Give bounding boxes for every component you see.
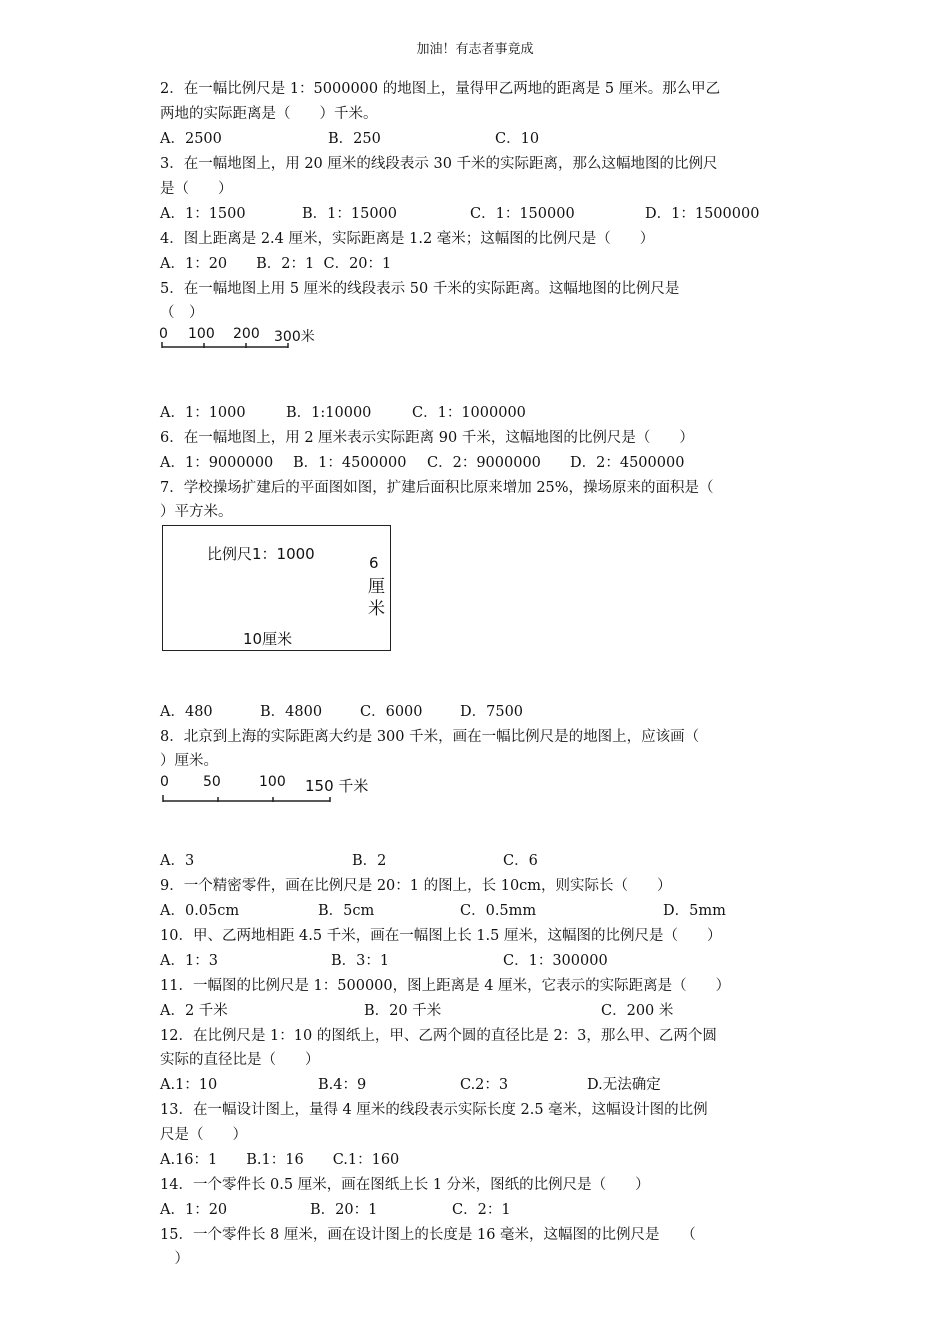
question-3-line-1: 3．在一幅地图上，用 20 厘米的线段表示 30 千米的实际距离，那么这幅地图的比例尺 [160,156,718,172]
scale1-tick-200: 200 [233,326,260,342]
q3-option-c: C．1：150000 [470,206,575,222]
q2-option-a: A．2500 [160,131,222,147]
question-15-line-2: ） [160,1251,189,1267]
q11-option-c: C．200 米 [601,1003,674,1019]
q11-option-a: A．2 千米 [160,1003,228,1019]
q7-option-c: C．6000 [360,704,423,720]
question-7-line-1: 7．学校操场扩建后的平面图如图，扩建后面积比原来增加 25%，操场原来的面积是（ [160,480,714,496]
scale1-tick-100: 100 [188,326,215,342]
q5-option-c: C．1：1000000 [412,405,526,421]
q14-option-a: A．1：20 [160,1202,228,1218]
q9-option-b: B．5cm [318,903,375,919]
q10-option-c: C．1：300000 [503,953,608,969]
question-10: 10．甲、乙两地相距 4.5 千米，画在一幅图上长 1.5 厘米，这幅图的比例尺是（ ） [160,928,722,944]
q5-option-b: B．1:10000 [286,405,372,421]
q7-option-b: B．4800 [260,704,323,720]
q12-option-a: A.1：10 [160,1077,218,1093]
question-15-line-1: 15．一个零件长 8 厘米，画在设计图上的长度是 16 毫米，这幅图的比例尺是 （ [160,1227,696,1243]
scale2-tick-150: 150 千米 [305,777,369,795]
page-header: 加油！有志者事竟成 [416,42,534,57]
scale1-tick-300: 300米 [274,329,315,345]
q6-option-a: A．1：9000000 [160,455,274,471]
question-7-line-2: ）平方米。 [160,504,233,520]
q13-options: A.16：1 B.1：16 C.1：160 [160,1152,400,1168]
q9-option-d: D．5mm [663,903,726,919]
q2-option-b: B．250 [328,131,381,147]
scale2-tick-0: 0 [160,774,169,790]
q10-option-a: A．1：3 [160,953,218,969]
question-9: 9．一个精密零件，画在比例尺是 20：1 的图上，长 10cm，则实际长（ ） [160,878,672,894]
question-4: 4．图上距离是 2.4 厘米，实际距离是 1.2 毫米；这幅图的比例尺是（ ） [160,231,655,247]
field-plan-figure [162,525,391,651]
q3-option-a: A．1：1500 [160,206,246,222]
question-2-line-2: 两地的实际距离是（ ）千米。 [160,106,378,122]
q3-option-b: B．1：15000 [302,206,398,222]
q9-option-a: A．0.05cm [160,903,240,919]
question-8-line-1: 8．北京到上海的实际距离大约是 300 千米，画在一幅比例尺是的地图上，应该画（ [160,729,700,745]
question-12-line-2: 实际的直径比是（ ） [160,1052,320,1068]
q14-option-c: C．2：1 [452,1202,511,1218]
q12-option-b: B.4：9 [318,1077,367,1093]
scale1-tick-0: 0 [159,326,168,342]
field-width-label: 10厘米 [243,630,293,648]
field-height-unit-2: 米 [368,599,385,619]
q4-options: A．1：20 B．2：1 C．20：1 [160,256,392,272]
question-5-line-2: （ ） [160,305,204,321]
question-5-line-1: 5．在一幅地图上用 5 厘米的线段表示 50 千米的实际距离。这幅地图的比例尺是 [160,281,680,297]
scale2-bar [160,792,335,806]
question-13-line-2: 尺是（ ） [160,1127,247,1143]
question-8-line-2: ）厘米。 [160,753,218,769]
q11-option-b: B．20 千米 [364,1003,442,1019]
q3-option-d: D．1：1500000 [645,206,760,222]
scale1-bar [158,340,293,352]
q8-option-a: A．3 [160,853,195,869]
q8-option-c: C．6 [503,853,538,869]
question-14: 14．一个零件长 0.5 厘米，画在图纸上长 1 分米，图纸的比例尺是（ ） [160,1177,650,1193]
q9-option-c: C．0.5mm [460,903,537,919]
field-height-unit-1: 厘 [368,577,385,597]
q14-option-b: B．20：1 [310,1202,378,1218]
q10-option-b: B．3：1 [331,953,390,969]
q5-option-a: A．1：1000 [160,405,246,421]
q12-option-d: D.无法确定 [587,1077,661,1093]
q7-option-d: D．7500 [460,704,524,720]
q2-option-c: C．10 [495,131,540,147]
q8-option-b: B．2 [352,853,387,869]
question-2-line-1: 2．在一幅比例尺是 1：5000000 的地图上，量得甲乙两地的距离是 5 厘米。那么甲乙 [160,81,721,97]
question-12-line-1: 12．在比例尺是 1：10 的图纸上，甲、乙两个圆的直径比是 2：3，那么甲、乙两个圆 [160,1028,717,1044]
question-3-line-2: 是（ ） [160,181,233,197]
q6-option-b: B．1：4500000 [293,455,407,471]
q12-option-c: C.2：3 [460,1077,509,1093]
question-6: 6．在一幅地图上，用 2 厘米表示实际距离 90 千米，这幅地图的比例尺是（ ） [160,430,694,446]
q6-option-d: D．2：4500000 [570,455,685,471]
q7-option-a: A．480 [160,704,213,720]
field-scale-label: 比例尺1：1000 [207,545,315,563]
question-11: 11．一幅图的比例尺是 1：500000，图上距离是 4 厘米，它表示的实际距离是（ ） [160,978,731,994]
scale2-tick-50: 50 [203,774,221,790]
question-13-line-1: 13．在一幅设计图上，量得 4 厘米的线段表示实际长度 2.5 毫米，这幅设计图的比例 [160,1102,708,1118]
q6-option-c: C．2：9000000 [427,455,541,471]
scale2-tick-100: 100 [259,774,286,790]
field-height-6: 6 [369,554,379,572]
